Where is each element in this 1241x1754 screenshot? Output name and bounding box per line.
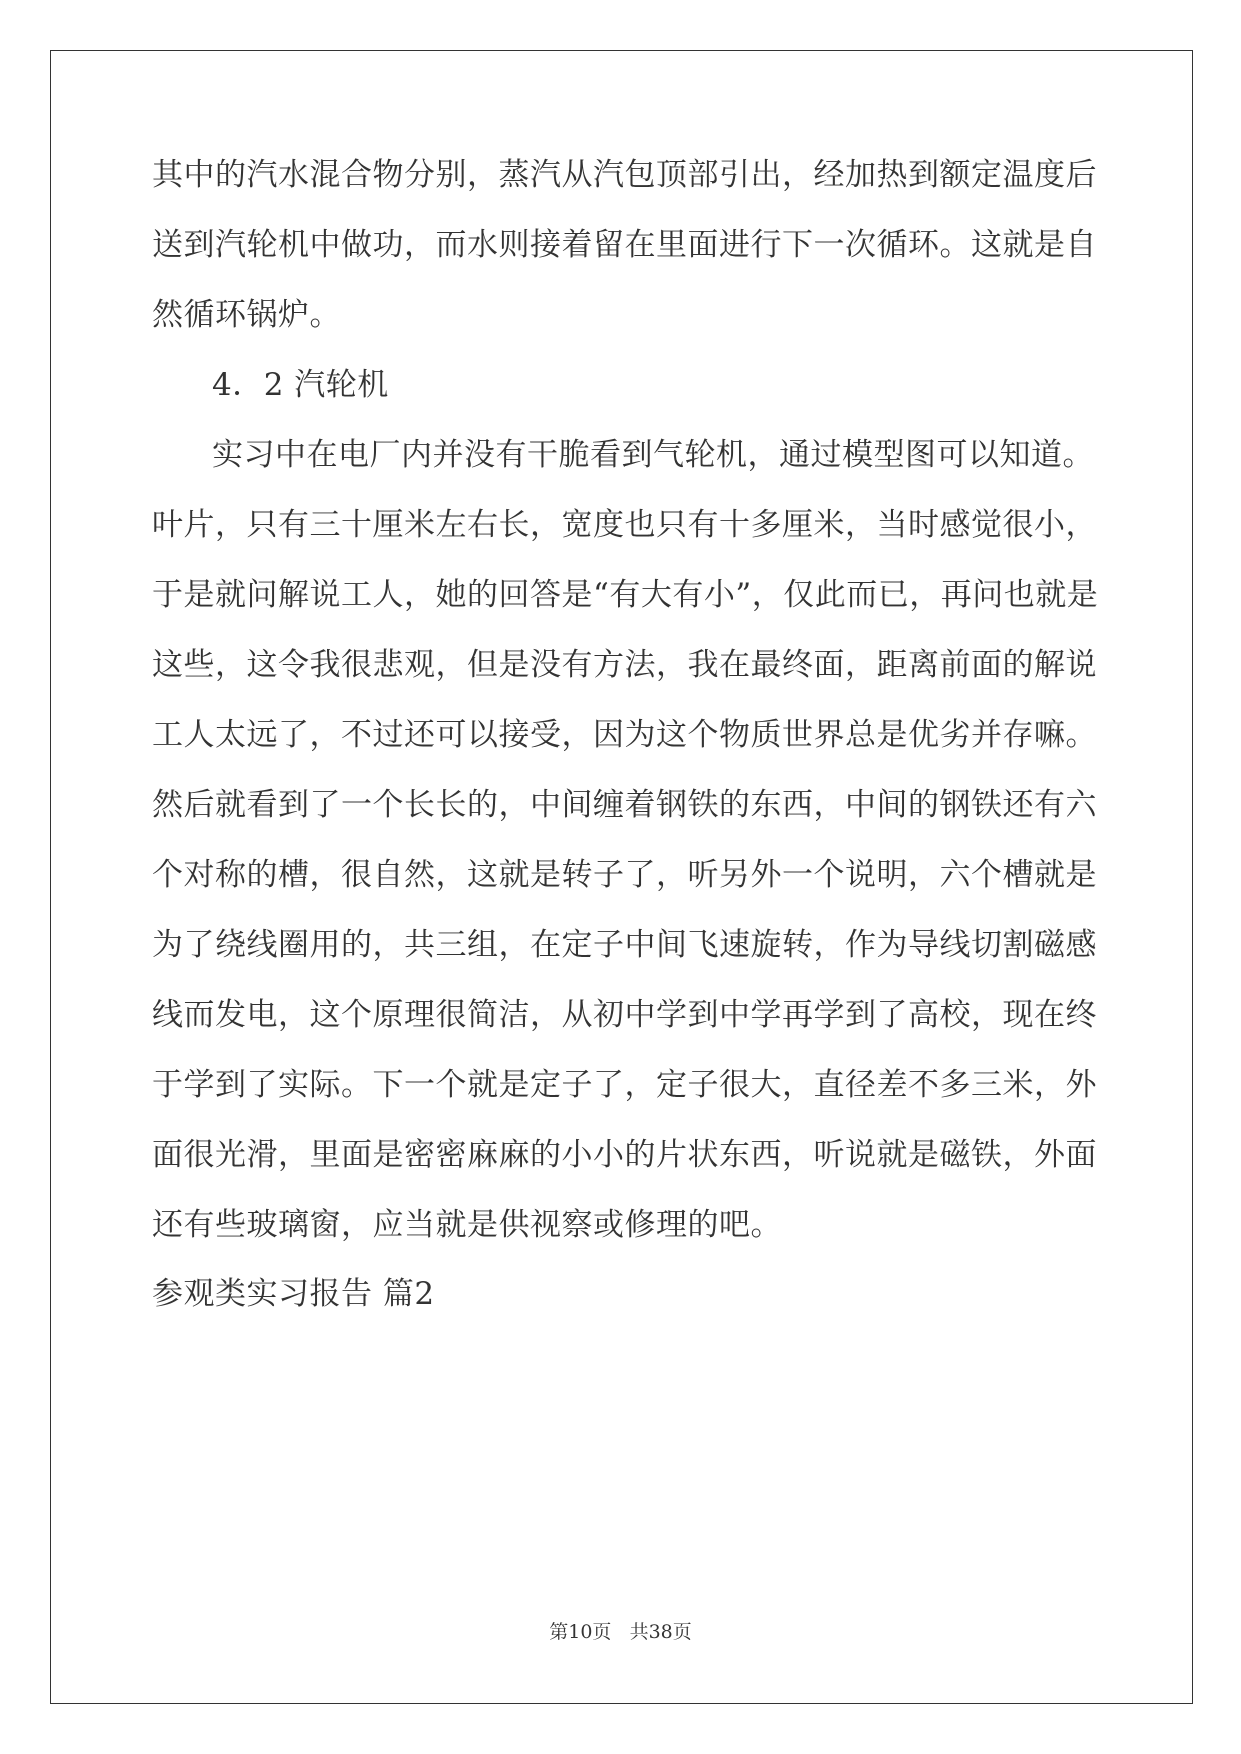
paragraph-line: 工人太远了，不过还可以接受，因为这个物质世界总是优劣并存嘛。 (152, 717, 1097, 753)
paragraph-line: 个对称的槽，很自然，这就是转子了，听另外一个说明，六个槽就是 (152, 857, 1097, 893)
page-footer (0, 1620, 1241, 1644)
section-title: 参观类实习报告 篇2 (152, 1276, 435, 1312)
paragraph-line: 然循环锅炉。 (152, 297, 341, 333)
footer-spacer (611, 1621, 629, 1643)
paragraph-line: 叶片，只有三十厘米左右长，宽度也只有十多厘米，当时感觉很小， (152, 507, 1097, 543)
paragraph-line: 然后就看到了一个长长的，中间缠着钢铁的东西，中间的钢铁还有六 (152, 787, 1097, 823)
paragraph-line: 实习中在电厂内并没有干脆看到气轮机，通过模型图可以知道。 (212, 437, 1094, 473)
paragraph-line: 还有些玻璃窗，应当就是供视察或修理的吧。 (152, 1207, 782, 1243)
paragraph-line: 于学到了实际。下一个就是定子了，定子很大，直径差不多三米，外 (152, 1067, 1097, 1103)
paragraph-line: 面很光滑，里面是密密麻麻的小小的片状东西，听说就是磁铁，外面 (152, 1137, 1097, 1173)
paragraph-line: 这些，这令我很悲观，但是没有方法，我在最终面，距离前面的解说 (152, 647, 1097, 683)
paragraph-line: 送到汽轮机中做功，而水则接着留在里面进行下一次循环。这就是自 (152, 227, 1097, 263)
page-number: 第10页 (549, 1621, 612, 1643)
paragraph-line: 线而发电，这个原理很简洁，从初中学到中学再学到了高校，现在终 (152, 997, 1097, 1033)
paragraph-line: 为了绕线圈用的，共三组，在定子中间飞速旋转，作为导线切割磁感 (152, 927, 1097, 963)
paragraph-line: 其中的汽水混合物分别，蒸汽从汽包顶部引出，经加热到额定温度后 (152, 157, 1097, 193)
paragraph-line: 于是就问解说工人，她的回答是“有大有小”，仅此而已，再问也就是 (152, 577, 1099, 613)
page-total: 共38页 (629, 1621, 692, 1643)
section-heading: 4．2 汽轮机 (212, 367, 389, 403)
